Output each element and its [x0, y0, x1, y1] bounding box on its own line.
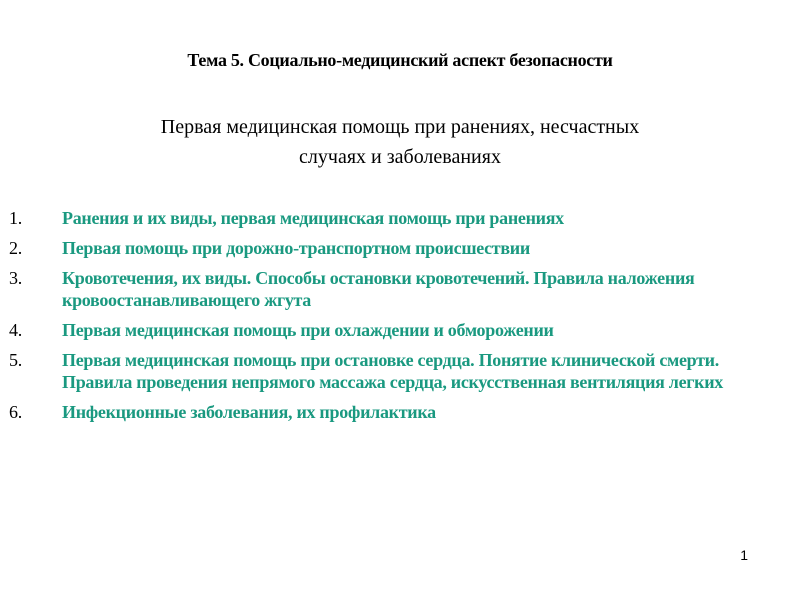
- list-item-number: 1.: [9, 208, 22, 228]
- list-item-text: Первая медицинская помощь при охлаждении и обморожении: [62, 320, 554, 340]
- list-item-number: 2.: [9, 238, 22, 258]
- list-item-text: Ранения и их виды, первая медицинская помощь при ранениях: [62, 208, 564, 228]
- list-item: [0, 207, 790, 229]
- page-number: 1: [740, 547, 748, 563]
- list-item: [0, 319, 790, 341]
- list-item-number: 5.: [9, 350, 22, 370]
- list-item: [0, 267, 790, 311]
- list-item: [0, 349, 790, 393]
- slide-title: Тема 5. Социально-медицинский аспект безопасности: [187, 50, 613, 70]
- list-item-number: 3.: [9, 268, 22, 288]
- list-item-text: Первая медицинская помощь при остановке сердца. Понятие клинической смерти. Правила проведения непрямого массажа сердца, искусственная вентиляция легких: [62, 350, 723, 392]
- list-item-number: 4.: [9, 320, 22, 340]
- subtitle-line: Первая медицинская помощь при ранениях, несчастных: [160, 116, 640, 138]
- list-item: [0, 237, 790, 259]
- list-item-text: Кровотечения, их виды. Способы остановки кровотечений. Правила наложения кровоостанавливающего жгута: [62, 268, 695, 310]
- list-item-text: Первая помощь при дорожно-транспортном происшествии: [62, 238, 530, 258]
- topic-list: [0, 207, 790, 431]
- list-item-text: Инфекционные заболевания, их профилактика: [62, 402, 436, 422]
- list-item-number: 6.: [9, 402, 22, 422]
- subtitle-line: случаях и заболеваниях: [299, 146, 501, 168]
- list-item: [0, 401, 790, 423]
- slide-subtitle: [0, 112, 800, 172]
